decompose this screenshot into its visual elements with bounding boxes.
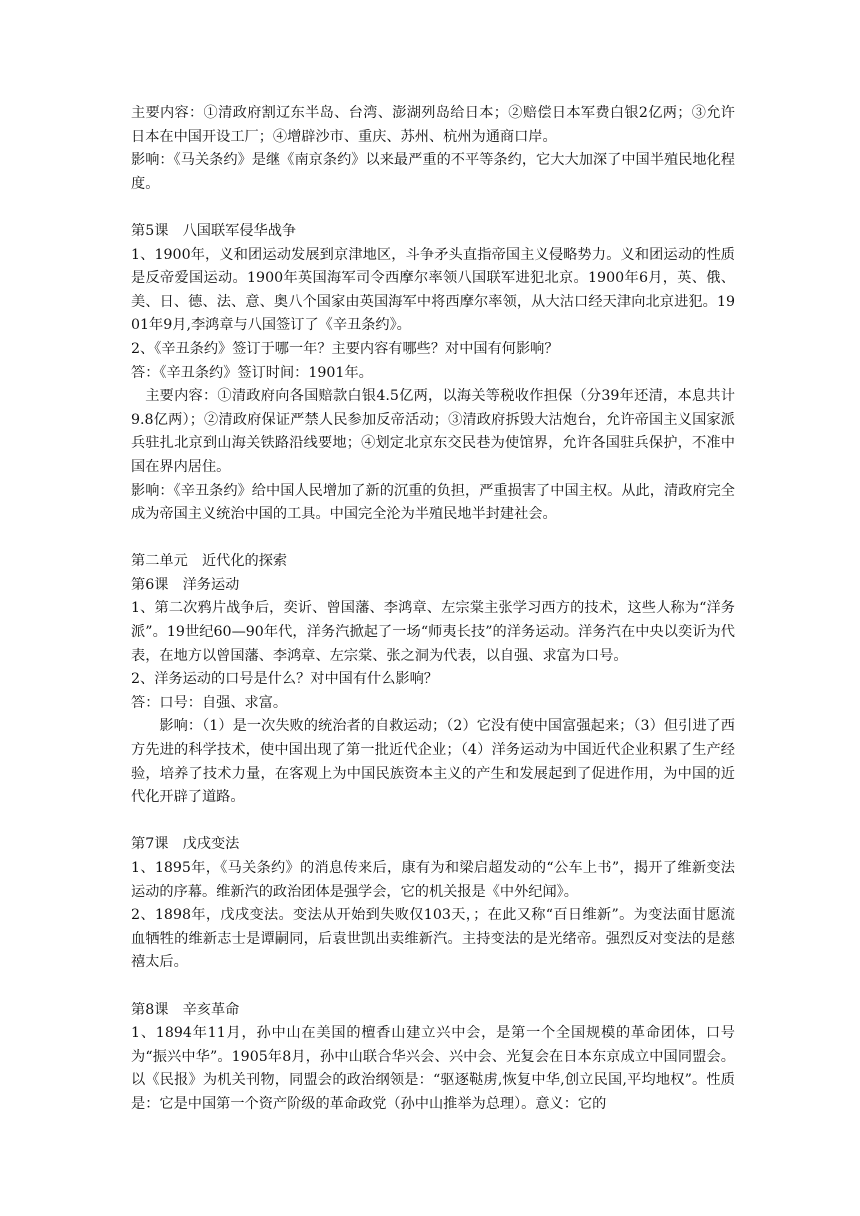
lesson-6-answer-slogan: 答：口号：自强、求富。: [131, 694, 288, 711]
section-gap: [131, 810, 735, 834]
unit-2-heading: 第二单元 近代化的探索: [131, 553, 288, 570]
section-gap: [131, 527, 735, 551]
section-gap: [131, 196, 735, 220]
lesson-5-answer-impact: 影响：《辛丑条约》给中国人民增加了新的沉重的负担，严重损害了中国主权。从此，清政府完全成为帝国主义统治中国的工具。中国完全沦为半殖民地半封建社会。: [131, 482, 735, 523]
lesson-5-question-2: 2、《辛丑条约》签订于哪一年？主要内容有哪些？对中国有何影响？: [131, 340, 559, 357]
lesson-5-heading: 第5课 八国联军侵华战争: [131, 222, 297, 239]
lesson-6-heading: 第6课 洋务运动: [131, 576, 240, 593]
document-page: [131, 102, 735, 1117]
treaty-content-paragraph: 主要内容：①清政府割辽东半岛、台湾、澎湖列岛给日本；②赔偿日本军费白银2亿两；③允许日本在中国开设工厂；④增辟沙市、重庆、苏州、杭州为通商口岸。: [131, 105, 735, 145]
treaty-impact-paragraph: 影响：《马关条约》是继《南京条约》以来最严重的不平等条约，它大大加深了中国半殖民地化程度。: [131, 152, 735, 192]
lesson-6-point-1: 1、第二次鸦片战争后，奕䜣、曾国藩、李鸿章、左宗棠主张学习西方的技术，这些人称为“洋务派”。19世纪60—90年代，洋务汽掀起了一场“师夷长技”的洋务运动。洋务汽在中央以奕䜣为代表，在地方以曾国藩、李鸿章、左宗棠、张之洞为代表，以自强、求富为口号。: [131, 600, 735, 664]
lesson-7-point-1: 1、1895年，《马关条约》的消息传来后，康有为和梁启超发动的“公车上书”，揭开了维新变法运动的序幕。维新汽的政治团体是强学会，它的机关报是《中外纪闻》。: [131, 860, 735, 900]
lesson-5-answer-date: 答：《辛丑条约》签订时间：1901年。: [131, 364, 373, 381]
lesson-8-point-1: 1、1894年11月，孙中山在美国的檀香山建立兴中会，是第一个全国规模的革命团体，口号为“振兴中华”。1905年8月，孙中山联合华兴会、兴中会、光复会在日本东京成立中国同盟会。以《民报》为机关刊物，同盟会的政治纲领是：“驱逐鞑虏,恢复中华,创立民国,平均地权”。性质是：它是中国第一个资产阶级的革命政党（孙中山推举为总理）。意义：它的: [131, 1025, 735, 1112]
lesson-7-heading: 第7课 戊戌变法: [131, 836, 240, 853]
section-gap: [131, 975, 735, 999]
lesson-7-point-2: 2、1898年，戊戌变法。变法从开始到失败仅103天，；在此又称“百日维新”。为变法面甘愿流血牺牲的维新志士是谭嗣同，后袁世凯出卖维新汽。主持变法的是光绪帝。强烈反对变法的是慈禧太后。: [131, 907, 735, 971]
lesson-8-heading: 第8课 辛亥革命: [131, 1001, 240, 1018]
lesson-6-answer-impact: 影响：（1）是一次失败的统治者的自救运动；（2）它没有使中国富强起来；（3）但引进了西方先进的科学技术，使中国出现了第一批近代企业；（4）洋务运动为中国近代企业积累了生产经验，培养了技术力量，在客观上为中国民族资本主义的产生和发展起到了促进作用，为中国的近代化开辟了道路。: [131, 718, 735, 806]
lesson-5-point-1: 1、1900年，义和团运动发展到京津地区，斗争矛头直指帝国主义侵略势力。义和团运动的性质是反帝爱国运动。1900年英国海军司令西摩尔率领八国联军进犯北京。1900年6月，英、俄、美、日、德、法、意、奥八个国家由英国海军中将西摩尔率领，从大沽口经天津向北京进犯。1901年9月,李鸿章与八国签订了《辛丑条约》。: [131, 246, 735, 334]
lesson-5-answer-content: 主要内容：①清政府向各国赔款白银4.5亿两，以海关等税收作担保（分39年还清，本息共计9.8亿两）；②清政府保证严禁人民参加反帝活动；③清政府拆毁大沽炮台，允许帝国主义国家派兵驻扎北京到山海关铁路沿线要地；④划定北京东交民巷为使馆界，允许各国驻兵保护，不准中国在界内居住。: [131, 388, 735, 475]
lesson-6-question-2: 2、洋务运动的口号是什么？对中国有什么影响？: [131, 671, 438, 688]
